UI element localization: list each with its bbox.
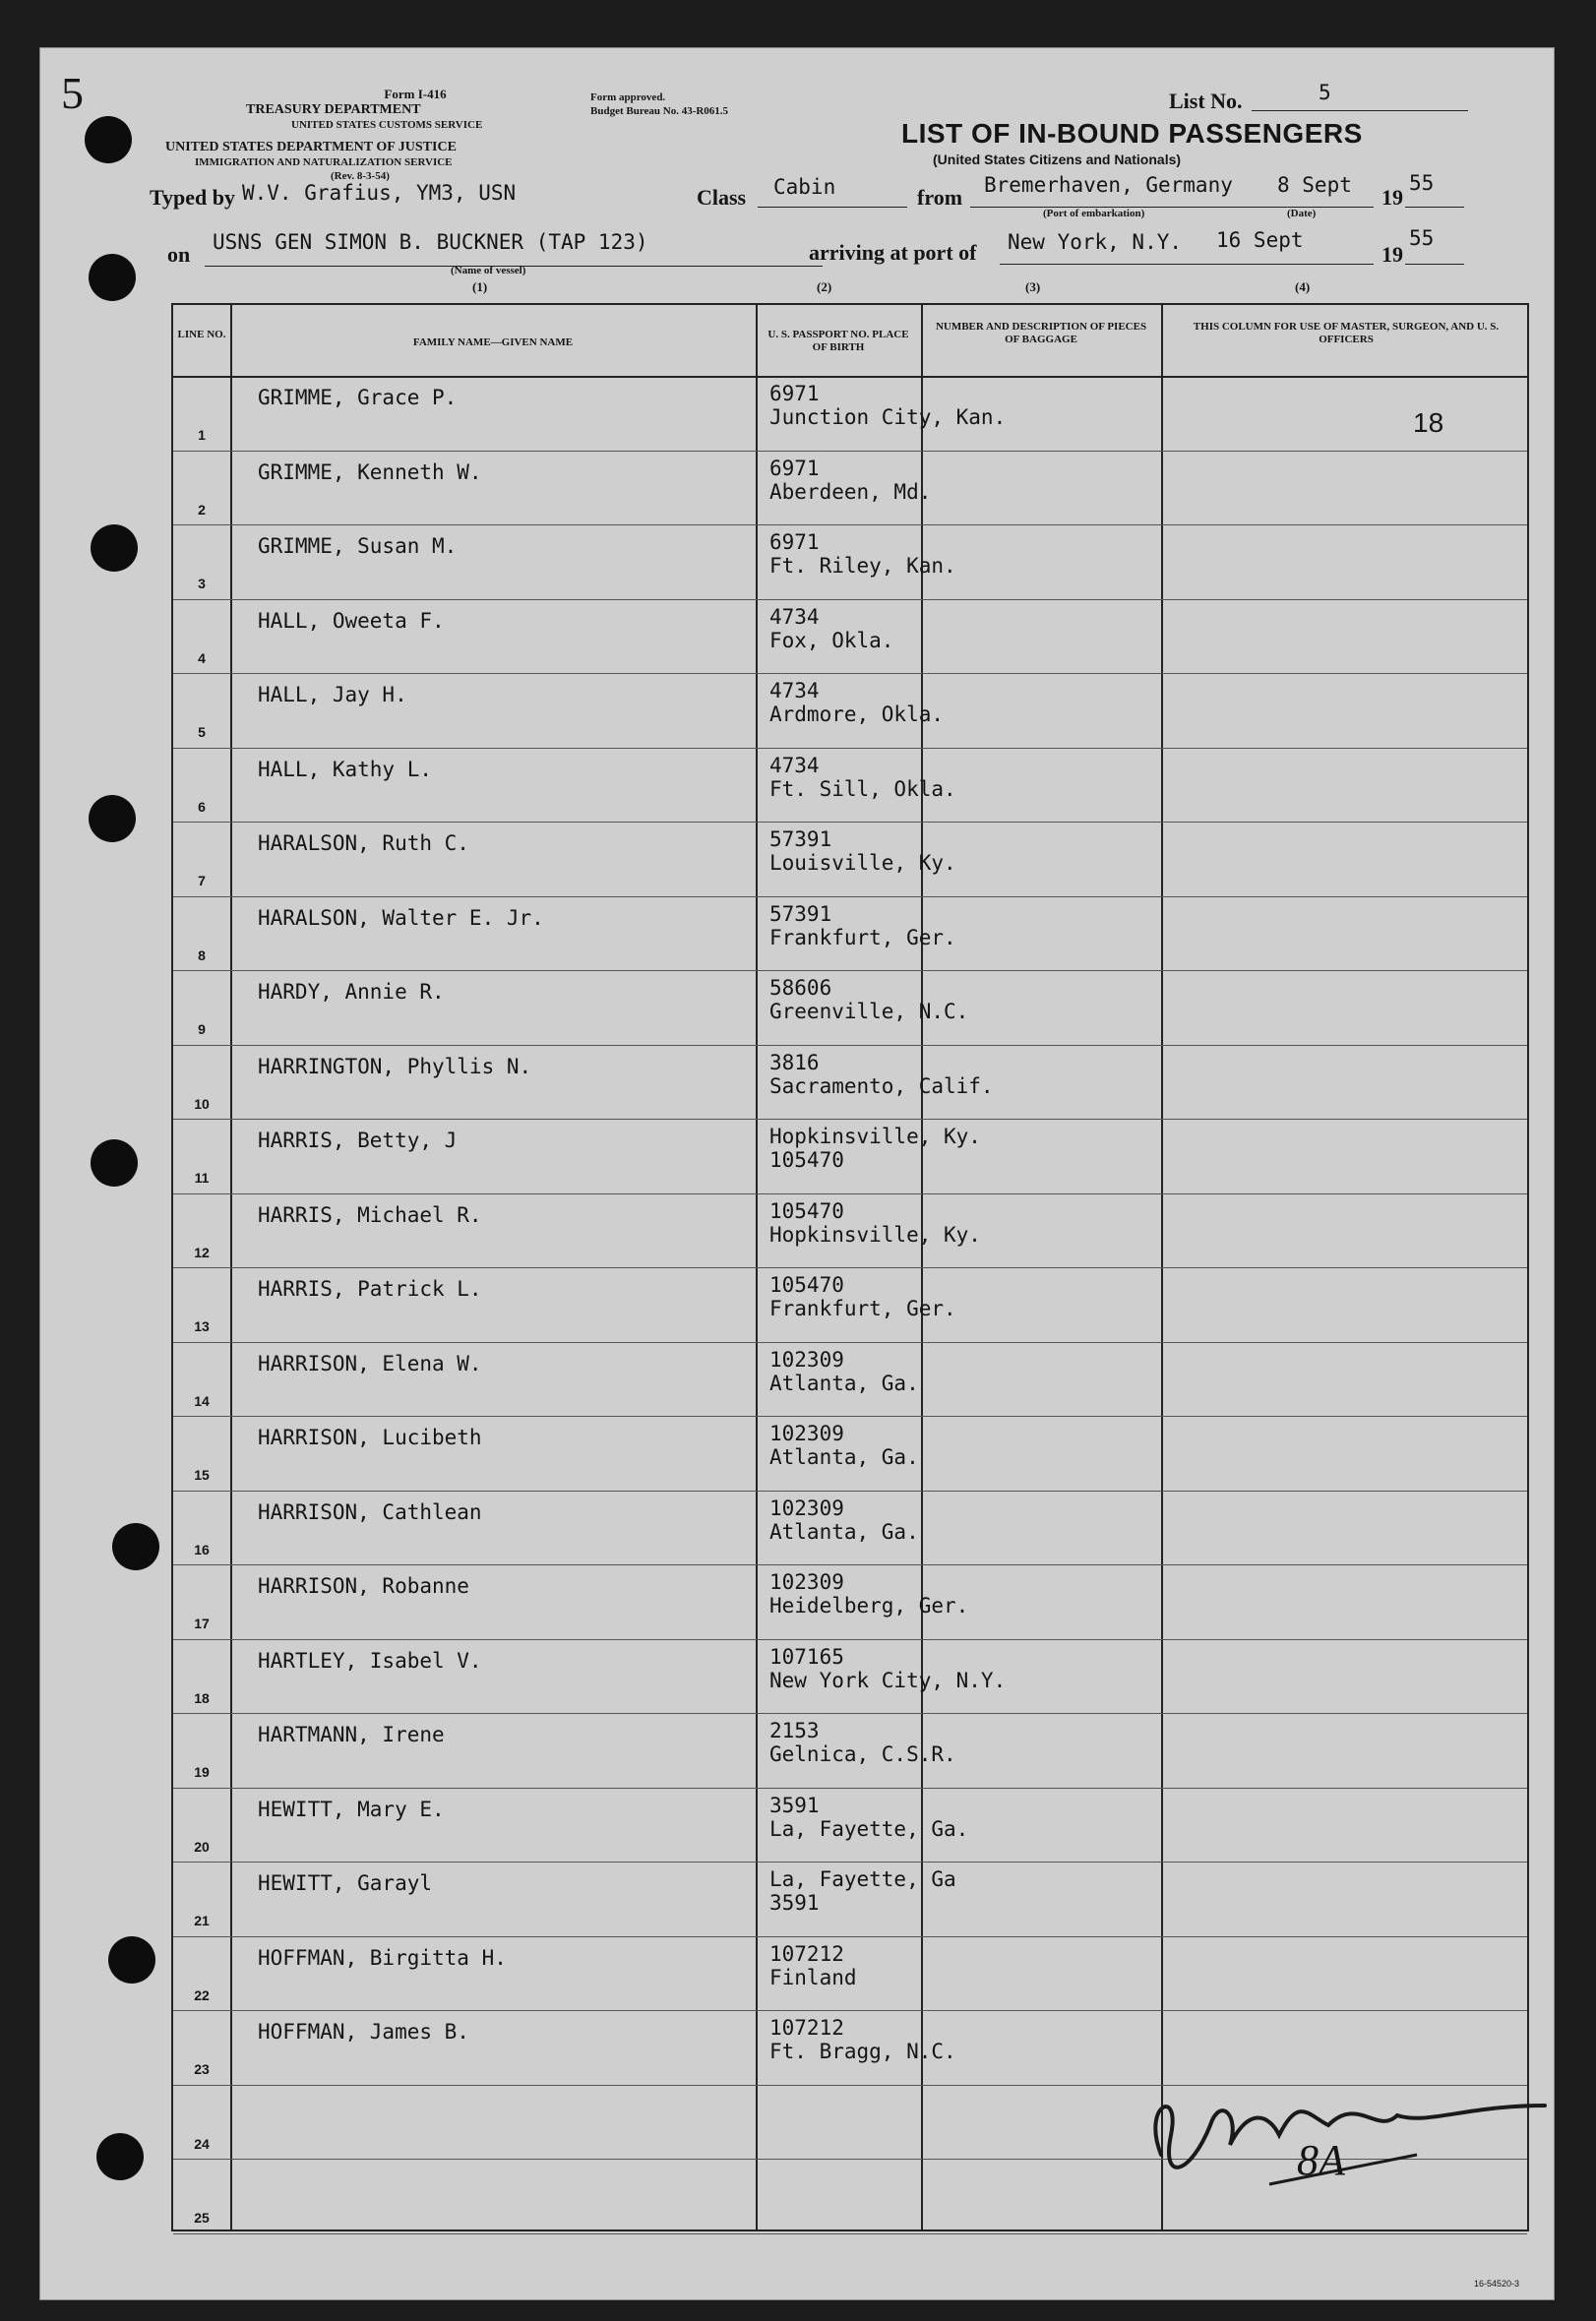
birthplace-or-passport: Louisville, Ky. [769, 851, 956, 875]
count-mark: 18 [1413, 407, 1444, 438]
column-index-2: (2) [817, 279, 832, 294]
passenger-name: HARRIS, Michael R. [258, 1202, 482, 1227]
passenger-name: HALL, Oweeta F. [258, 608, 445, 633]
row-divider [173, 1936, 1527, 1937]
row-divider [173, 970, 1527, 971]
passenger-name: HARALSON, Walter E. Jr. [258, 905, 544, 930]
passenger-name: GRIMME, Grace P. [258, 386, 458, 409]
row-divider [173, 2010, 1527, 2011]
row-divider [173, 1416, 1527, 1417]
passenger-name: HEWITT, Mary E. [258, 1797, 445, 1821]
column-header-baggage: NUMBER AND DESCRIPTION OF PIECES OF BAGGAGE [935, 321, 1147, 345]
form-revision: (Rev. 8-3-54) [331, 170, 390, 182]
passport-or-birthplace: 58606 [769, 976, 832, 1000]
from-label: from [917, 185, 963, 210]
passenger-name: HALL, Kathy L. [258, 757, 433, 781]
arriving-label: arriving at port of [809, 240, 977, 265]
birthplace-or-passport: Frankfurt, Ger. [769, 925, 956, 949]
column-index-1: (1) [472, 279, 488, 294]
birthplace-or-passport: Gelnica, C.S.R. [769, 1742, 956, 1766]
passenger-name: GRIMME, Kenneth W. [258, 459, 482, 484]
line-number: 7 [198, 873, 206, 888]
passenger-name: GRIMME, Susan M. [258, 534, 458, 558]
vessel-caption: (Name of vessel) [451, 265, 526, 276]
port-arrival: New York, N.Y. [1008, 230, 1183, 254]
class-label: Class [697, 185, 747, 210]
port-embarkation: Bremerhaven, Germany [984, 173, 1233, 197]
class-value: Cabin [773, 175, 836, 199]
passport-or-birthplace: 105470 [769, 1198, 844, 1223]
line-number: 10 [194, 1095, 210, 1112]
port-embarkation-caption: (Port of embarkation) [1043, 208, 1145, 219]
page-number: 5 [61, 68, 84, 118]
line-number: 13 [194, 1318, 210, 1334]
passenger-name: HARDY, Annie R. [258, 980, 445, 1004]
punch-hole [112, 1523, 159, 1570]
passport-or-birthplace: 2153 [769, 1719, 820, 1742]
customs-service: UNITED STATES CUSTOMS SERVICE [291, 119, 483, 131]
passport-or-birthplace: 6971 [769, 456, 820, 480]
line-number: 19 [194, 1764, 210, 1780]
list-number-line [1252, 83, 1468, 111]
column-index-3: (3) [1025, 279, 1041, 294]
row-divider [173, 1342, 1527, 1343]
birthplace-or-passport: Sacramento, Calif. [769, 1073, 994, 1098]
treasury-department: TREASURY DEPARTMENT [246, 102, 421, 117]
line-number: 11 [194, 1170, 210, 1186]
row-divider [173, 822, 1527, 823]
row-divider [173, 1193, 1527, 1194]
column-header-line-no: LINE NO. [177, 329, 226, 340]
line-number: 8 [198, 947, 206, 963]
row-divider [173, 896, 1527, 897]
birthplace-or-passport: Ft. Bragg, N.C. [769, 2040, 956, 2063]
punch-hole [91, 1139, 138, 1187]
birthplace-or-passport: Ardmore, Okla. [769, 702, 945, 726]
vessel-name: USNS GEN SIMON B. BUCKNER (TAP 123) [213, 230, 648, 254]
row-divider [173, 1713, 1527, 1714]
passport-or-birthplace: La, Fayette, Ga [769, 1867, 956, 1891]
line-number: 21 [194, 1913, 210, 1928]
passenger-name: HARRINGTON, Phyllis N. [258, 1054, 532, 1078]
passenger-name: HALL, Jay H. [258, 683, 407, 706]
birthplace-or-passport: 105470 [769, 1148, 844, 1172]
column-header-name: FAMILY NAME—GIVEN NAME [412, 336, 574, 348]
passenger-name: HARRISON, Robanne [258, 1574, 469, 1598]
passport-or-birthplace: 6971 [769, 382, 820, 405]
passport-or-birthplace: 107165 [769, 1644, 844, 1669]
budget-bureau: Budget Bureau No. 43-R061.5 [590, 105, 729, 117]
immigration-service: IMMIGRATION AND NATURALIZATION SERVICE [195, 156, 453, 168]
passport-or-birthplace: 105470 [769, 1273, 844, 1297]
row-divider [173, 1639, 1527, 1640]
line-number: 22 [194, 1986, 210, 2003]
typed-by: W.V. Grafius, YM3, USN [242, 181, 517, 205]
row-divider [173, 1045, 1527, 1046]
on-label: on [167, 242, 191, 267]
line-number: 17 [194, 1616, 210, 1631]
line-number: 20 [194, 1838, 210, 1855]
line-number: 5 [198, 724, 206, 740]
line-number: 6 [198, 798, 206, 815]
form-subtitle: (United States Citizens and Nationals) [933, 152, 1182, 167]
passenger-name: HARRIS, Patrick L. [258, 1277, 482, 1301]
year-arrival: 55 [1409, 226, 1435, 250]
footer-code: 16-54520-3 [1474, 2279, 1520, 2289]
row-divider [173, 673, 1527, 674]
list-number-label: List No. [1169, 89, 1243, 113]
passport-or-birthplace: 57391 [769, 901, 832, 926]
row-divider [173, 524, 1527, 525]
birthplace-or-passport: Atlanta, Ga. [769, 1371, 919, 1395]
row-divider [173, 748, 1527, 749]
column-header-passport: U. S. PASSPORT NO. PLACE OF BIRTH [767, 329, 909, 353]
line-number: 9 [198, 1021, 206, 1037]
line-number: 1 [198, 427, 206, 443]
birthplace-or-passport: Junction City, Kan. [769, 405, 1007, 429]
column-header-officers: THIS COLUMN FOR USE OF MASTER, SURGEON, AND U. S. OFFICERS [1193, 321, 1500, 345]
date-embarkation: 8 Sept [1277, 173, 1352, 197]
birthplace-or-passport: Hopkinsville, Ky. [769, 1222, 981, 1247]
passenger-name: HEWITT, Garayl [258, 1871, 433, 1895]
list-number: 5 [1319, 81, 1331, 104]
birthplace-or-passport: Heidelberg, Ger. [769, 1594, 969, 1618]
passport-or-birthplace: 3591 [769, 1793, 820, 1817]
passport-or-birthplace: 102309 [769, 1496, 844, 1520]
passenger-name: HARRISON, Lucibeth [258, 1426, 482, 1449]
birthplace-or-passport: Atlanta, Ga. [769, 1519, 919, 1544]
passport-or-birthplace: 107212 [769, 2016, 844, 2040]
passenger-table [171, 303, 1529, 2231]
punch-hole [108, 1936, 155, 1984]
passenger-name: HOFFMAN, Birgitta H. [258, 1945, 507, 1970]
passenger-name: HARTLEY, Isabel V. [258, 1648, 482, 1673]
form-approved: Form approved. [590, 92, 666, 103]
passport-or-birthplace: 4734 [769, 604, 820, 629]
line-number: 3 [198, 576, 206, 591]
punch-hole [89, 795, 136, 842]
birthplace-or-passport: La, Fayette, Ga. [769, 1816, 969, 1841]
passport-or-birthplace: 3816 [769, 1050, 820, 1074]
line-number: 23 [194, 2061, 210, 2077]
birthplace-or-passport: Ft. Sill, Okla. [769, 776, 956, 801]
line-number: 2 [198, 501, 206, 518]
form-number: Form I-416 [384, 87, 447, 101]
birthplace-or-passport: Fox, Okla. [769, 628, 894, 652]
row-divider [173, 2233, 1527, 2234]
passenger-name: HARRIS, Betty, J [258, 1129, 458, 1152]
birthplace-or-passport: Atlanta, Ga. [769, 1445, 919, 1469]
date-caption: (Date) [1287, 208, 1317, 219]
row-divider [173, 451, 1527, 452]
row-divider [173, 1564, 1527, 1565]
passport-or-birthplace: 107212 [769, 1941, 844, 1966]
passenger-name: HOFFMAN, James B. [258, 2020, 469, 2044]
passenger-name: HARALSON, Ruth C. [258, 831, 469, 855]
birthplace-or-passport: Aberdeen, Md. [769, 479, 932, 504]
line-number: 4 [198, 649, 206, 666]
officer-signature [1132, 2056, 1565, 2214]
row-divider [173, 599, 1527, 600]
row-divider [173, 1862, 1527, 1863]
birthplace-or-passport: 3591 [769, 1891, 820, 1915]
year-embarkation: 55 [1409, 171, 1435, 195]
birthplace-or-passport: New York City, N.Y. [769, 1668, 1007, 1692]
punch-hole [96, 2133, 144, 2180]
punch-hole [89, 254, 136, 301]
date-arrival: 16 Sept [1216, 228, 1304, 252]
birthplace-or-passport: Ft. Riley, Kan. [769, 554, 956, 578]
birthplace-or-passport: Finland [769, 1965, 857, 1989]
passport-or-birthplace: Hopkinsville, Ky. [769, 1125, 981, 1148]
column-index-4: (4) [1295, 279, 1311, 294]
header-divider [173, 376, 1527, 378]
line-number: 12 [194, 1244, 210, 1260]
passport-or-birthplace: 102309 [769, 1422, 844, 1445]
passenger-name: HARTMANN, Irene [258, 1723, 445, 1746]
passport-or-birthplace: 102309 [769, 1347, 844, 1372]
passport-or-birthplace: 57391 [769, 827, 832, 851]
row-divider [173, 1491, 1527, 1492]
officer-initials: 8A [1297, 2136, 1345, 2184]
passenger-name: HARRISON, Elena W. [258, 1351, 482, 1375]
year-prefix: 19 [1381, 185, 1403, 210]
typed-by-label: Typed by [150, 185, 236, 210]
birthplace-or-passport: Frankfurt, Ger. [769, 1297, 956, 1320]
punch-hole [85, 116, 132, 163]
form-title: LIST OF IN-BOUND PASSENGERS [901, 118, 1363, 149]
row-divider [173, 1267, 1527, 1268]
passenger-name: HARRISON, Cathlean [258, 1499, 482, 1524]
line-number: 24 [194, 2135, 210, 2152]
line-number: 14 [194, 1392, 210, 1409]
row-divider [173, 1788, 1527, 1789]
line-number: 16 [194, 1541, 210, 1558]
department-of-justice: UNITED STATES DEPARTMENT OF JUSTICE [165, 140, 457, 154]
year-prefix-arrival: 19 [1381, 242, 1403, 267]
punch-hole [91, 524, 138, 572]
passport-or-birthplace: 102309 [769, 1570, 844, 1594]
passport-or-birthplace: 6971 [769, 530, 820, 554]
line-number: 15 [194, 1467, 210, 1483]
passport-or-birthplace: 4734 [769, 753, 820, 777]
birthplace-or-passport: Greenville, N.C. [769, 1000, 969, 1023]
line-number: 18 [194, 1689, 210, 1706]
passport-or-birthplace: 4734 [769, 679, 820, 702]
line-number: 25 [194, 2210, 210, 2226]
row-divider [173, 1119, 1527, 1120]
